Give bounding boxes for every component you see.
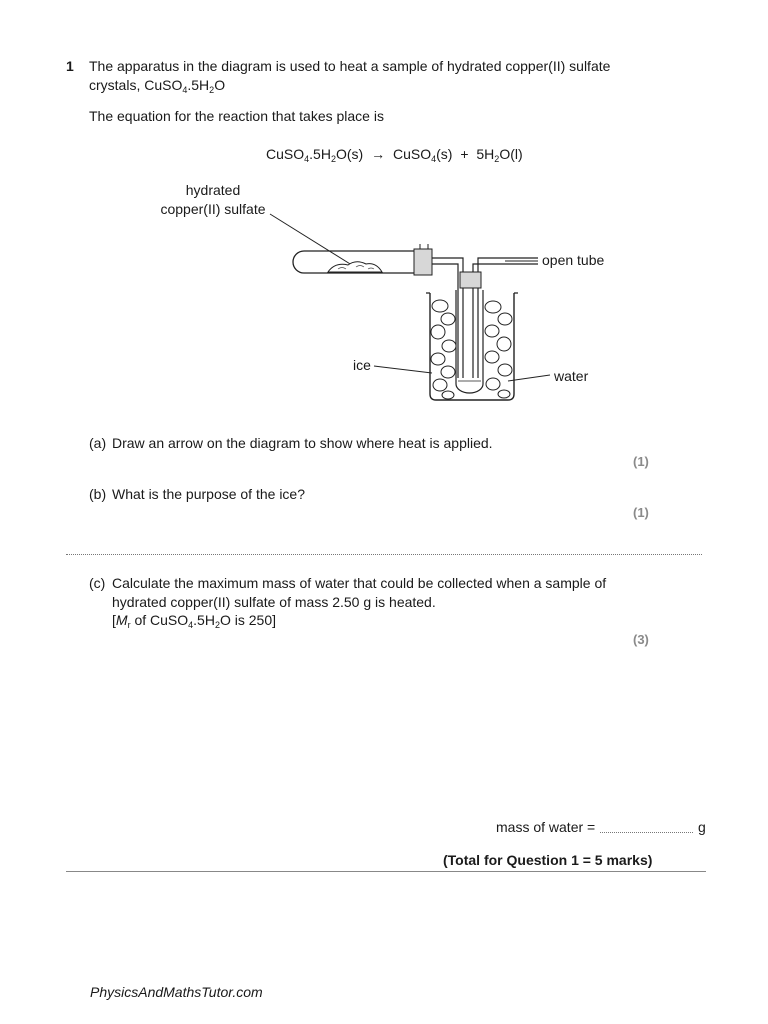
part-c-letter: (c) bbox=[89, 575, 106, 591]
mass-of-water-answer-line[interactable] bbox=[600, 832, 693, 833]
question-total: (Total for Question 1 = 5 marks) bbox=[443, 852, 653, 868]
question-intro-line1: The apparatus in the diagram is used to heat a sample of hydrated copper(II) sulfate bbox=[89, 58, 611, 74]
part-a-text: Draw an arrow on the diagram to show where heat is applied. bbox=[112, 435, 493, 451]
ice-pieces bbox=[431, 300, 512, 399]
part-b-text: What is the purpose of the ice? bbox=[112, 486, 305, 502]
part-c-mr: [$M_r$ of $CuSO_4.5H_2O$ is 250] bbox=[112, 612, 277, 630]
part-c-line2: hydrated copper(II) sulfate of mass 2.50 g is heated. bbox=[112, 594, 436, 610]
part-b-letter: (b) bbox=[89, 486, 107, 502]
apparatus-diagram bbox=[0, 0, 768, 420]
reaction-arrow: → bbox=[371, 146, 386, 162]
question-number: 1 bbox=[66, 58, 74, 74]
mass-unit: g bbox=[698, 819, 706, 835]
part-b-marks: (1) bbox=[633, 505, 649, 520]
leader-ice bbox=[374, 366, 432, 373]
answer-line-b[interactable] bbox=[66, 554, 702, 555]
part-c-marks: (3) bbox=[633, 632, 649, 647]
label-hydrated: hydrated bbox=[185, 182, 241, 198]
reaction-equation: $CuSO_4.5H_2O(s)$ → CuSO$_4$(s) + $5H_2O(l)$ bbox=[266, 146, 523, 164]
label-open-tube: open tube bbox=[542, 252, 605, 268]
leader-sulfate bbox=[270, 214, 355, 267]
label-hydrated-line2: copper(II) sulfate bbox=[160, 201, 266, 217]
question-intro-line2: crystals, $CuSO_4.5H_2O$ bbox=[89, 77, 226, 95]
part-a-letter: (a) bbox=[89, 435, 107, 451]
footer-site: PhysicsAndMathsTutor.com bbox=[90, 984, 263, 1000]
collecting-tube bbox=[456, 290, 483, 393]
equation-intro: The equation for the reaction that takes place is bbox=[89, 108, 384, 124]
label-ice: ice bbox=[353, 357, 371, 373]
crystals bbox=[328, 262, 382, 272]
question-divider bbox=[66, 871, 706, 872]
bung bbox=[414, 249, 432, 275]
part-c-line1: Calculate the maximum mass of water that could be collected when a sample of bbox=[112, 575, 607, 591]
part-a-marks: (1) bbox=[633, 454, 649, 469]
mass-of-water-label: mass of water = bbox=[496, 819, 596, 835]
label-water: water bbox=[554, 368, 589, 384]
